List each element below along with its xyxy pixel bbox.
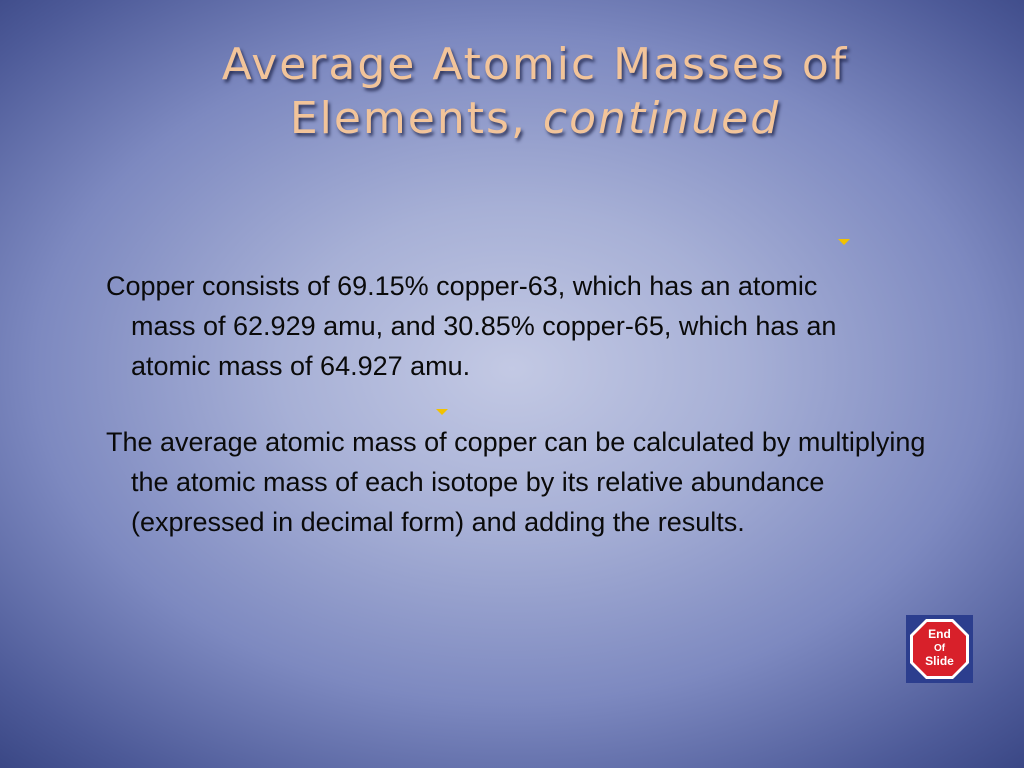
stop-sign-icon — [906, 615, 973, 683]
end-label: End — [928, 627, 951, 641]
title-line-2 — [0, 92, 1024, 146]
title-italic-text: continued — [542, 93, 781, 144]
animation-marker-icon — [436, 409, 448, 415]
title-main-text: Elements, — [289, 93, 527, 144]
animation-marker-icon — [838, 239, 850, 245]
end-of-slide-button[interactable] — [906, 615, 973, 683]
slide-body — [106, 266, 936, 542]
paragraph-copper-isotopes: Copper consists of 69.15% copper-63, which has an atomic mass of 62.929 amu, and 30.85% copper-65, which has an atomic mass of 64.927 amu. — [106, 271, 837, 381]
slide-label: Slide — [925, 654, 954, 668]
paragraph-average-mass: The average atomic mass of copper can be calculated by multiplying the atomic mass of each isotope by its relative abundance (expressed in decimal form) and adding the results. — [106, 427, 926, 537]
of-label: Of — [933, 643, 946, 654]
slide-title — [0, 38, 1024, 146]
title-line-1: Average Atomic Masses of — [221, 39, 849, 90]
